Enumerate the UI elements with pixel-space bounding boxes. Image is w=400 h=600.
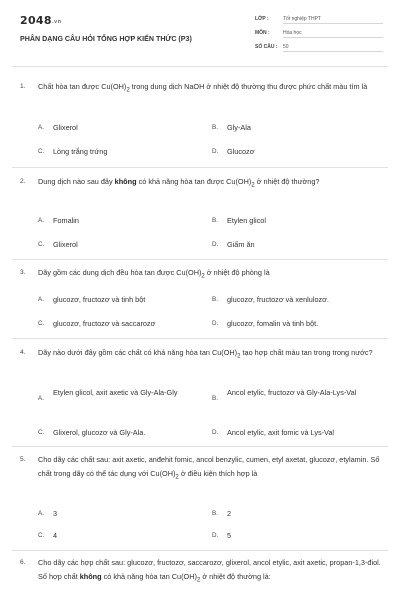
logo-text: 2048 [20, 14, 52, 27]
option-text: glucozơ, fructozơ và xenlulozơ. [227, 295, 329, 304]
question-number: 3. [20, 269, 26, 276]
divider [12, 167, 388, 168]
meta-value: 50 [283, 44, 383, 52]
option-letter: B. [212, 510, 218, 517]
question-stem: Dãy gồm các dung dịch đều hòa tan được $Cu(OH)_2$ ở nhiệt độ phòng là [38, 268, 270, 280]
meta-key: MÔN : [255, 30, 270, 36]
option-text: Glixerol [53, 123, 78, 132]
option-letter: C. [38, 429, 45, 436]
option-text: Glucozơ [227, 147, 255, 156]
divider [12, 550, 388, 551]
meta-value: Tốt nghiệp THPT [283, 16, 383, 24]
document-header [0, 0, 400, 60]
option-text: Lòng trắng trứng [53, 147, 108, 156]
option-text: 5 [227, 531, 232, 540]
document-title: PHÂN DẠNG CÂU HỎI TỔNG HỢP KIẾN THỨC (P3) [20, 35, 192, 43]
option-letter: B. [212, 217, 218, 224]
question-stem: Dung dịch nào sau đây không có khả năng hòa tan được $Cu(OH)_2$ ở nhiệt độ thường? [38, 177, 320, 189]
option-letter: C. [38, 241, 45, 248]
option-text: Fomalin [53, 216, 79, 225]
logo-suffix: .vn [51, 19, 62, 25]
option-letter: B. [212, 296, 218, 303]
option-letter: B. [212, 124, 218, 131]
question-number: 6. [20, 559, 26, 566]
option-letter: D. [212, 320, 219, 327]
option-text: Etylen glicol [227, 216, 266, 225]
site-logo[interactable] [20, 14, 61, 27]
option-text: glucozơ, fructozơ và tinh bột [53, 295, 146, 304]
option-text: Gly-Ala [227, 123, 251, 132]
option-text: 2 [227, 509, 232, 518]
option-letter: D. [212, 532, 219, 539]
option-text: Etylen glicol, axit axetic và Gly-Ala-Gly [53, 388, 178, 397]
option-text: glucozơ, fomalin và tinh bột. [227, 319, 319, 328]
option-text: Ancol etylic, fructozơ và Gly-Ala-Lys-Val [227, 388, 357, 397]
divider [12, 446, 388, 447]
option-letter: A. [38, 217, 44, 224]
option-letter: C. [38, 148, 45, 155]
option-text: glucozơ, fructozơ và saccarozơ [53, 319, 156, 328]
meta-key: LỚP : [255, 16, 269, 22]
divider [12, 259, 388, 260]
question-stem: Cho dãy các hợp chất sau: glucozơ, fructozơ, saccarozơ, glixerol, ancol etylic, axit axetic, propan-1,3-điol. Số hợp chất không có khả năng hòa $\tan Cu(OH)_2$ ở nhiệt độ thường là: [38, 558, 381, 583]
option-letter: C. [38, 320, 45, 327]
option-letter: D. [212, 429, 219, 436]
option-text: Giấm ăn [227, 240, 255, 249]
question-number: 2. [20, 178, 26, 185]
option-letter: D. [212, 148, 219, 155]
question-stem: Dãy nào dưới đây gồm các chất có khả năng hòa $\tan Cu(OH)_2$ tạo hợp chất màu tan trong trong nước? [38, 348, 373, 360]
option-text: 4 [53, 531, 58, 540]
option-text: Ancol etylic, axit fomic và Lys-Val [227, 428, 335, 437]
option-text: Glixerol, glucozơ và Gly-Ala. [53, 428, 146, 437]
option-text: 3 [53, 509, 58, 518]
divider [12, 338, 388, 339]
option-letter: A. [38, 296, 44, 303]
option-letter: D. [212, 241, 219, 248]
meta-value: Hóa học [283, 30, 383, 38]
question-number: 4. [20, 349, 26, 356]
divider [12, 66, 388, 67]
question-number: 5. [20, 456, 26, 463]
option-letter: A. [38, 395, 44, 402]
option-letter: A. [38, 510, 44, 517]
question-stem: Cho dãy các chất sau: axit axetic, anđehit fomic, ancol benzylic, cumen, etyl axetat, glucozơ, etylamin. Số chất trong dãy có thể tác dụng với $Cu(OH)_2$ ở điều kiện thích hợp là [38, 455, 380, 480]
option-text: Glixerol [53, 240, 78, 249]
option-letter: C. [38, 532, 45, 539]
question-number: 1. [20, 83, 26, 90]
question-stem: Chất hòa tan được $Cu(OH)_2$ trong dung dịch NaOH ở nhiệt độ thường thu được phức chất màu tím là [38, 82, 368, 94]
meta-key: SỐ CÂU : [255, 44, 278, 50]
option-letter: A. [38, 124, 44, 131]
option-letter: B. [212, 395, 218, 402]
